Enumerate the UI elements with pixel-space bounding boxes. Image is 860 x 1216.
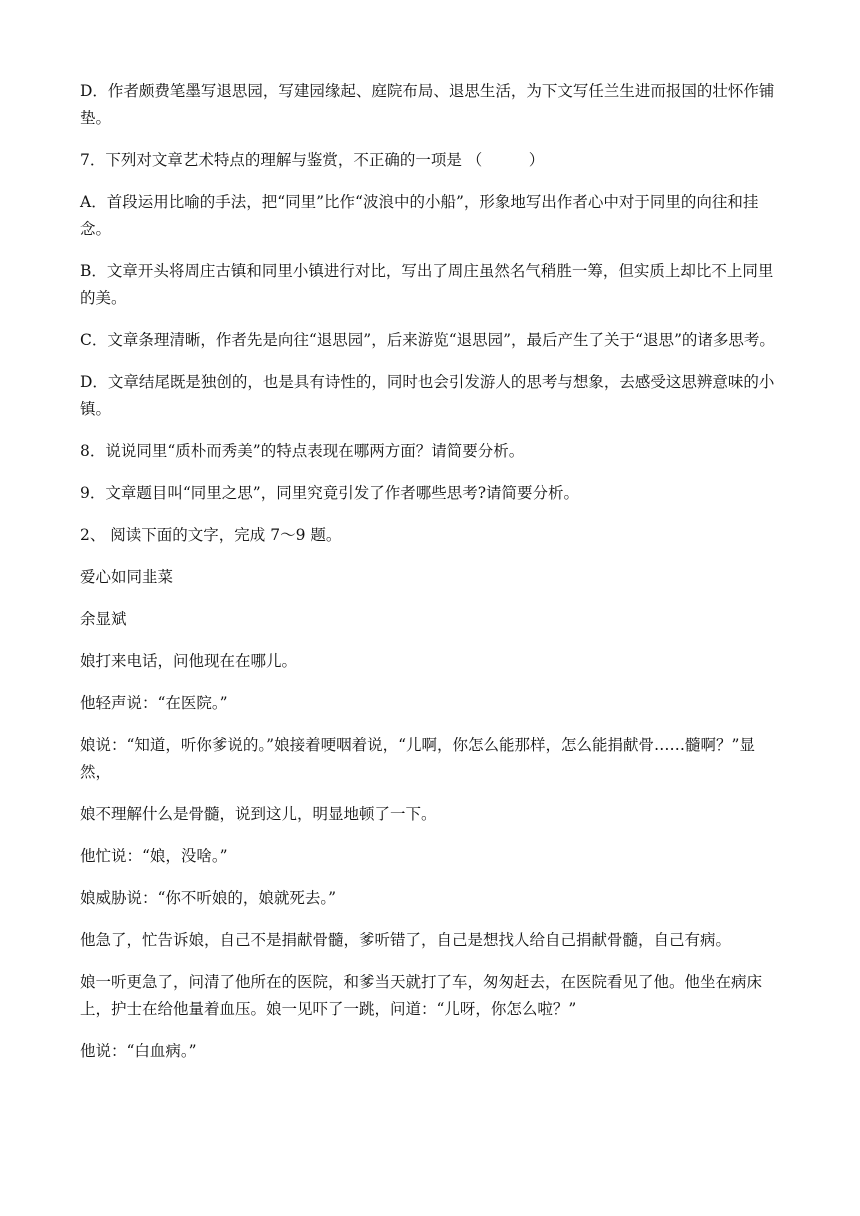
question-9: 9．文章题目叫“同里之思”，同里究竟引发了作者哪些思考?请简要分析。 (80, 484, 580, 502)
question-8: 8．说说同里“质朴而秀美”的特点表现在哪两方面？请简要分析。 (80, 442, 525, 460)
story-paragraph: 娘说：“知道，听你爹说的。”娘接着哽咽着说，“儿啊，你怎么能那样，怎么能捐献骨……髓啊？”显然， (80, 736, 755, 781)
story-paragraph: 娘打来电话，问他现在在哪儿。 (80, 652, 298, 670)
story-paragraph: 他急了，忙告诉娘，自己不是捐献骨髓，爹听错了，自己是想找人给自己捐献骨髓，自己有病。 (80, 931, 732, 949)
article-author: 余显斌 (80, 610, 127, 628)
question-7: 7．下列对文章艺术特点的理解与鉴赏，不正确的一项是 （ ） (80, 151, 545, 169)
option-a: A．首段运用比喻的手法，把“同里”比作“波浪中的小船”，形象地写出作者心中对于同里的向往和挂念。 (80, 193, 759, 238)
story-paragraph: 他忙说：“娘，没啥。” (80, 847, 228, 865)
article-title: 爱心如同韭菜 (80, 568, 174, 586)
section-2-instruction: 2、 阅读下面的文字，完成 7～9 题。 (80, 526, 342, 544)
story-paragraph: 娘不理解什么是骨髓，说到这儿，明显地顿了一下。 (80, 805, 437, 823)
document-page (80, 78, 784, 1080)
option-d-question-6: D．作者颇费笔墨写退思园，写建园缘起、庭院布局、退思生活，为下文写任兰生进而报国的壮怀作铺垫。 (80, 82, 775, 127)
story-paragraph: 他轻声说：“在医院。” (80, 694, 228, 712)
option-d: D．文章结尾既是独创的，也是具有诗性的，同时也会引发游人的思考与想象，去感受这思辨意味的小镇。 (80, 373, 775, 418)
story-paragraph: 娘威胁说：“你不听娘的，娘就死去。” (80, 889, 337, 907)
story-paragraph: 他说：“白血病。” (80, 1042, 197, 1060)
option-c: C．文章条理清晰，作者先是向往“退思园”，后来游览“退思园”，最后产生了关于“退思”的诸多思考。 (80, 331, 775, 349)
option-b: B．文章开头将周庄古镇和同里小镇进行对比，写出了周庄虽然名气稍胜一筹，但实质上却比不上同里的美。 (80, 262, 774, 307)
story-paragraph: 娘一听更急了，问清了他所在的医院，和爹当天就打了车，匆匆赶去，在医院看见了他。他坐在病床上，护士在给他量着血压。娘一见吓了一跳，问道：“儿呀，你怎么啦？” (80, 973, 763, 1018)
